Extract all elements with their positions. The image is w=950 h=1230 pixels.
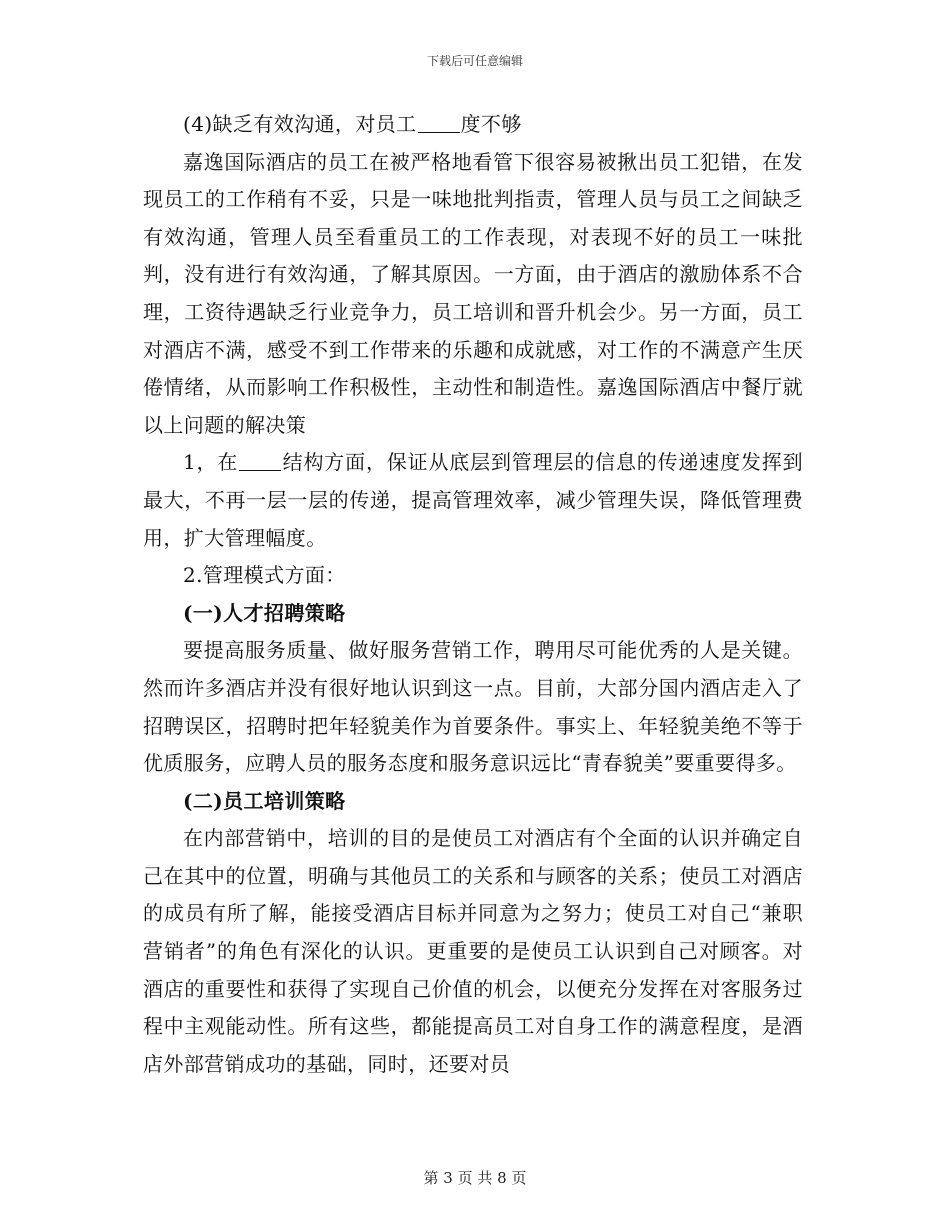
blank-line [239, 450, 281, 471]
heading-communication [143, 106, 803, 144]
paragraph-structure-text-a: 1，在 [183, 450, 239, 475]
page-header-note: 下载后可任意编辑 [426, 54, 523, 68]
page-footer-page-number: 第 3 页 共 8 页 [423, 1169, 527, 1187]
paragraph-structure-text-b: 结构方面，保证从底层到管理层的信息的传递速度发挥到最大，不再一层一层的传递，提高管理效率，减少管理失误，降低管理费用，扩大管理幅度。 [143, 450, 803, 550]
document-body [143, 106, 803, 1083]
heading-recruitment: (一)人才招聘策略 [183, 600, 346, 625]
blank-line [418, 112, 460, 133]
heading-management-mode: 2.管理模式方面： [183, 563, 346, 588]
paragraph-structure [143, 444, 803, 557]
heading-communication-text-a: (4)缺乏有效沟通，对员工 [183, 112, 417, 136]
heading-training: (二)员工培训策略 [183, 788, 346, 813]
heading-communication-text-b: 度不够 [460, 112, 522, 136]
paragraph-communication: 嘉逸国际酒店的员工在被严格地看管下很容易被揪出员工犯错，在发现员工的工作稍有不妥，只是一味地批判指责，管理人员与员工之间缺乏有效沟通，管理人员至看重员工的工作表现，对表现不好的员工一味批判，没有进行有效沟通，了解其原因。一方面，由于酒店的激励体系不合理，工资待遇缺乏行业竞争力，员工培训和晋升机会少。另一方面，员工对酒店不满，感受不到工作带来的乐趣和成就感，对工作的不满意产生厌倦情绪，从而影响工作积极性，主动性和制造性。嘉逸国际酒店中餐厅就以上问题的解决策 [143, 149, 803, 437]
paragraph-recruitment: 要提高服务质量、做好服务营销工作，聘用尽可能优秀的人是关键。然而许多酒店并没有很好地认识到这一点。目前，大部分国内酒店走入了招聘误区，招聘时把年轻貌美作为首要条件。事实上、年轻貌美绝不等于优质服务，应聘人员的服务态度和服务意识远比“青春貌美”要重要得多。 [143, 638, 803, 776]
paragraph-training: 在内部营销中，培训的目的是使员工对酒店有个全面的认识并确定自己在其中的位置，明确与其他员工的关系和与顾客的关系；使员工对酒店的成员有所了解，能接受酒店目标并同意为之努力；使员工对自己“兼职营销者”的角色有深化的认识。更重要的是使员工认识到自己对顾客。对酒店的重要性和获得了实现自己价值的机会，以便充分发挥在对客服务过程中主观能动性。所有这些，都能提高员工对自身工作的满意程度，是酒店外部营销成功的基础，同时，还要对员 [143, 826, 803, 1076]
